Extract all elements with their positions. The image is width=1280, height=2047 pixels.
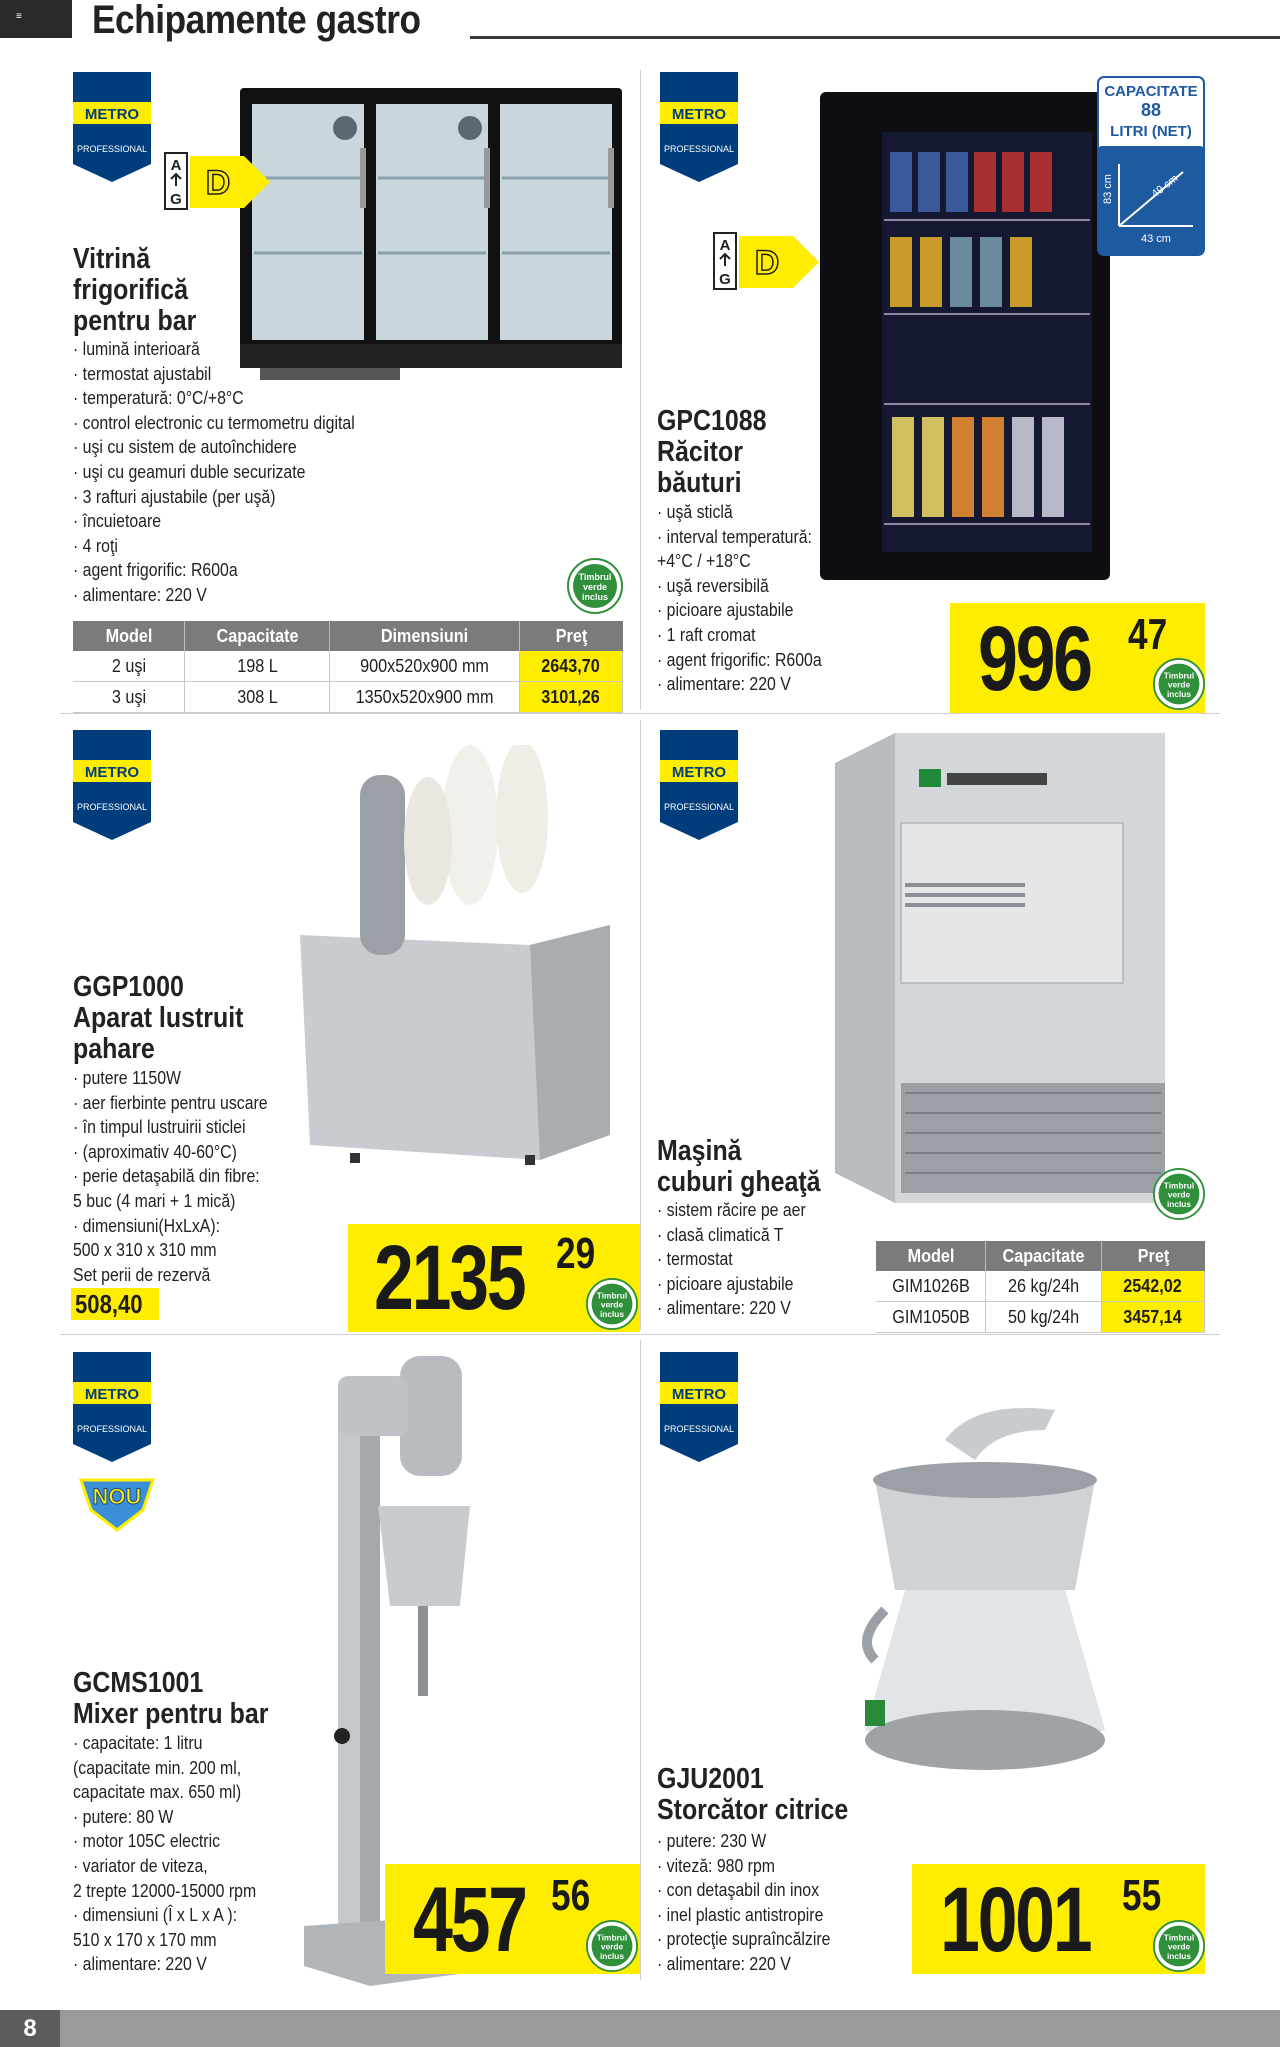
svg-text:inclus: inclus bbox=[1166, 1951, 1192, 1961]
gheata-spec-table bbox=[876, 1241, 1205, 1333]
new-badge bbox=[77, 1470, 157, 1532]
svg-text:43 cm: 43 cm bbox=[1141, 233, 1171, 245]
menu-icon[interactable]: ≡ bbox=[16, 11, 22, 22]
feature: · temperatură: 0°C/+8°C bbox=[73, 388, 244, 409]
svg-text:D: D bbox=[754, 244, 780, 282]
storcator-price: 1001 55 bbox=[912, 1864, 1205, 1974]
capacity-badge bbox=[1097, 76, 1205, 256]
svg-text:Timbrul: Timbrul bbox=[596, 1290, 628, 1301]
feature: · capacitate: 1 litru bbox=[73, 1733, 203, 1753]
feature: · inel plastic antistropire bbox=[657, 1904, 824, 1925]
col-header: Capacitate bbox=[986, 1241, 1101, 1271]
feature: · agent frigorific: R600a bbox=[73, 560, 238, 581]
feature: · perie detaşabilă din fibre: bbox=[73, 1166, 260, 1187]
feature: · clasă climatică T bbox=[657, 1224, 784, 1245]
svg-text:88: 88 bbox=[1140, 100, 1162, 120]
metro-professional-badge bbox=[73, 72, 151, 182]
vitrina-title: Vitrină frigorifică pentru bar bbox=[73, 243, 197, 337]
row-divider bbox=[60, 713, 1220, 714]
header-rule bbox=[470, 36, 1280, 39]
svg-text:D: D bbox=[205, 164, 231, 202]
feature: · alimentare: 220 V bbox=[657, 674, 791, 695]
svg-text:inclus: inclus bbox=[1166, 689, 1192, 699]
svg-text:METRO: METRO bbox=[671, 764, 727, 781]
col-header: Model bbox=[876, 1241, 986, 1271]
feature: 2 trepte 12000-15000 rpm bbox=[73, 1880, 257, 1901]
feature: +4°C / +18°C bbox=[657, 551, 751, 572]
feature: · picioare ajustabile bbox=[657, 600, 794, 621]
feature: · variator de viteza, bbox=[73, 1855, 208, 1876]
feature: · con detaşabil din inox bbox=[657, 1880, 820, 1901]
svg-text:Timbrul: Timbrul bbox=[1163, 670, 1195, 681]
timbru-verde-stamp bbox=[1153, 1920, 1205, 1972]
feature: · (aproximativ 40-60°C) bbox=[73, 1141, 237, 1162]
gheata-image bbox=[835, 733, 1165, 1213]
timbru-verde-stamp bbox=[567, 558, 623, 614]
feature: · aer fierbinte pentru uscare bbox=[73, 1092, 268, 1113]
gheata-features bbox=[657, 1198, 806, 1321]
svg-text:A: A bbox=[719, 237, 731, 254]
feature: · interval temperatură: bbox=[657, 526, 812, 547]
row-divider bbox=[60, 1334, 1220, 1335]
table-row: 2 uşi 198 L 900x520x900 mm 2643,70 bbox=[73, 651, 623, 682]
page-footer bbox=[0, 2010, 1280, 2047]
svg-text:METRO: METRO bbox=[84, 1386, 140, 1403]
feature: · în timpul lustruirii sticlei bbox=[73, 1117, 246, 1138]
svg-text:Timbrul: Timbrul bbox=[1163, 1180, 1195, 1191]
vitrina-spec-table bbox=[73, 621, 623, 713]
feature: · sistem răcire pe aer bbox=[657, 1200, 806, 1220]
col-header: Preţ bbox=[1101, 1241, 1204, 1271]
svg-text:verde: verde bbox=[582, 582, 608, 592]
feature: · putere 1150W bbox=[73, 1068, 182, 1088]
feature: capacitate max. 650 ml) bbox=[73, 1782, 242, 1803]
svg-text:verde: verde bbox=[1167, 679, 1191, 690]
table-row: 3 uşi 308 L 1350x520x900 mm 3101,26 bbox=[73, 682, 623, 713]
svg-text:inclus: inclus bbox=[581, 592, 609, 602]
mixer-price: 457 56 bbox=[385, 1864, 640, 1974]
storcator-image bbox=[855, 1400, 1125, 1780]
svg-text:PROFESSIONAL: PROFESSIONAL bbox=[663, 802, 735, 812]
feature: · control electronic cu termometru digital bbox=[73, 412, 355, 433]
feature: · uşi cu geamuri duble securizate bbox=[73, 461, 306, 482]
feature: · alimentare: 220 V bbox=[657, 1953, 791, 1974]
feature: · alimentare: 220 V bbox=[73, 584, 207, 605]
timbru-verde-stamp bbox=[1153, 658, 1205, 710]
header-tab[interactable] bbox=[0, 0, 72, 38]
mixer-features bbox=[73, 1731, 256, 1977]
table-row: GIM1026B 26 kg/24h 2542,02 bbox=[876, 1271, 1205, 1302]
svg-text:METRO: METRO bbox=[671, 1386, 727, 1403]
feature: · lumină interioară bbox=[73, 339, 200, 359]
lustruit-features bbox=[73, 1066, 268, 1287]
grid-divider bbox=[640, 1340, 641, 1980]
timbru-verde-stamp bbox=[1153, 1168, 1205, 1220]
feature: Set perii de rezervă bbox=[73, 1264, 211, 1285]
svg-text:PROFESSIONAL: PROFESSIONAL bbox=[76, 1424, 148, 1434]
svg-text:49 cm: 49 cm bbox=[1149, 172, 1181, 201]
feature: · putere: 230 W bbox=[657, 1831, 767, 1851]
feature: · 1 raft cromat bbox=[657, 624, 756, 645]
svg-text:A: A bbox=[170, 157, 182, 174]
feature: · motor 105C electric bbox=[73, 1831, 221, 1852]
feature: (capacitate min. 200 ml, bbox=[73, 1757, 242, 1778]
col-header: Model bbox=[73, 621, 185, 651]
mixer-title: GCMS1001 Mixer pentru bar bbox=[73, 1667, 269, 1730]
timbru-verde-stamp bbox=[586, 1920, 638, 1972]
feature: · viteză: 980 rpm bbox=[657, 1855, 775, 1876]
racitor-title: GPC1088 Răcitor băuturi bbox=[657, 405, 767, 499]
feature: · uşă reversibilă bbox=[657, 575, 769, 596]
svg-text:METRO: METRO bbox=[671, 106, 727, 123]
metro-professional-badge bbox=[73, 730, 151, 840]
svg-text:PROFESSIONAL: PROFESSIONAL bbox=[76, 802, 148, 812]
svg-text:verde: verde bbox=[600, 1941, 624, 1952]
svg-text:CAPACITATE: CAPACITATE bbox=[1104, 83, 1198, 100]
svg-text:G: G bbox=[719, 271, 731, 288]
feature: · termostat ajustabil bbox=[73, 363, 212, 384]
page-title: Echipamente gastro bbox=[92, 0, 421, 42]
grid-divider bbox=[640, 70, 641, 710]
svg-text:verde: verde bbox=[1167, 1941, 1191, 1952]
gheata-title: Maşină cuburi gheaţă bbox=[657, 1135, 821, 1198]
feature: · dimensiuni (Î x L x A ): bbox=[73, 1905, 238, 1926]
page-number: 8 bbox=[0, 2010, 60, 2047]
metro-professional-badge bbox=[660, 72, 738, 182]
feature: · protecţie supraîncălzire bbox=[657, 1929, 831, 1950]
feature: · încuietoare bbox=[73, 511, 162, 532]
svg-text:METRO: METRO bbox=[84, 106, 140, 123]
feature: · picioare ajustabile bbox=[657, 1273, 794, 1294]
feature: · uşi cu sistem de autoînchidere bbox=[73, 437, 297, 458]
lustruit-price: 2135 29 bbox=[348, 1224, 640, 1332]
feature: · agent frigorific: R600a bbox=[657, 649, 822, 670]
svg-text:METRO: METRO bbox=[84, 764, 140, 781]
timbru-verde-stamp bbox=[586, 1278, 638, 1330]
svg-text:inclus: inclus bbox=[599, 1309, 625, 1319]
svg-text:inclus: inclus bbox=[599, 1951, 625, 1961]
metro-professional-badge bbox=[660, 1352, 738, 1462]
feature: · 4 roţi bbox=[73, 535, 118, 556]
svg-text:Timbrul: Timbrul bbox=[1163, 1932, 1195, 1943]
table-row: GIM1050B 50 kg/24h 3457,14 bbox=[876, 1302, 1205, 1333]
feature: · dimensiuni(HxLxA): bbox=[73, 1215, 221, 1236]
feature: 510 x 170 x 170 mm bbox=[73, 1929, 217, 1950]
svg-text:verde: verde bbox=[600, 1299, 624, 1310]
storcator-title: GJU2001 Storcător citrice bbox=[657, 1763, 849, 1826]
lustruit-title: GGP1000 Aparat lustruit pahare bbox=[73, 971, 244, 1065]
racitor-image bbox=[820, 92, 1110, 580]
svg-text:G: G bbox=[170, 191, 182, 208]
feature: · termostat bbox=[657, 1249, 733, 1270]
svg-text:PROFESSIONAL: PROFESSIONAL bbox=[663, 1424, 735, 1434]
feature: · alimentare: 220 V bbox=[657, 1298, 791, 1319]
svg-text:Timbrul: Timbrul bbox=[596, 1932, 628, 1943]
svg-text:LITRI (NET): LITRI (NET) bbox=[1110, 123, 1192, 140]
svg-text:inclus: inclus bbox=[1166, 1199, 1192, 1209]
vitrina-features bbox=[73, 337, 355, 608]
col-header: Dimensiuni bbox=[330, 621, 520, 651]
lustruit-image bbox=[300, 745, 620, 1165]
feature: · alimentare: 220 V bbox=[73, 1954, 207, 1975]
energy-label bbox=[164, 152, 274, 212]
feature: · uşă sticlă bbox=[657, 502, 733, 522]
svg-text:Timbrul: Timbrul bbox=[578, 572, 612, 582]
metro-professional-badge bbox=[73, 1352, 151, 1462]
feature: · putere: 80 W bbox=[73, 1806, 174, 1827]
svg-text:PROFESSIONAL: PROFESSIONAL bbox=[663, 144, 735, 154]
feature: 5 buc (4 mari + 1 mică) bbox=[73, 1190, 236, 1211]
svg-text:NOU: NOU bbox=[92, 1484, 142, 1509]
feature: 500 x 310 x 310 mm bbox=[73, 1240, 217, 1261]
grid-divider bbox=[640, 720, 641, 1330]
metro-professional-badge bbox=[660, 730, 738, 840]
col-header: Preţ bbox=[520, 621, 623, 651]
racitor-price: 996 47 bbox=[950, 603, 1205, 713]
storcator-features bbox=[657, 1829, 830, 1977]
energy-label bbox=[713, 232, 823, 292]
feature: · 3 rafturi ajustabile (per uşă) bbox=[73, 486, 276, 507]
svg-text:83 cm: 83 cm bbox=[1102, 174, 1114, 204]
spare-brushes-price: 508,40 bbox=[71, 1288, 159, 1320]
svg-text:verde: verde bbox=[1167, 1189, 1191, 1200]
svg-text:PROFESSIONAL: PROFESSIONAL bbox=[76, 144, 148, 154]
racitor-features bbox=[657, 500, 822, 697]
col-header: Capacitate bbox=[185, 621, 330, 651]
